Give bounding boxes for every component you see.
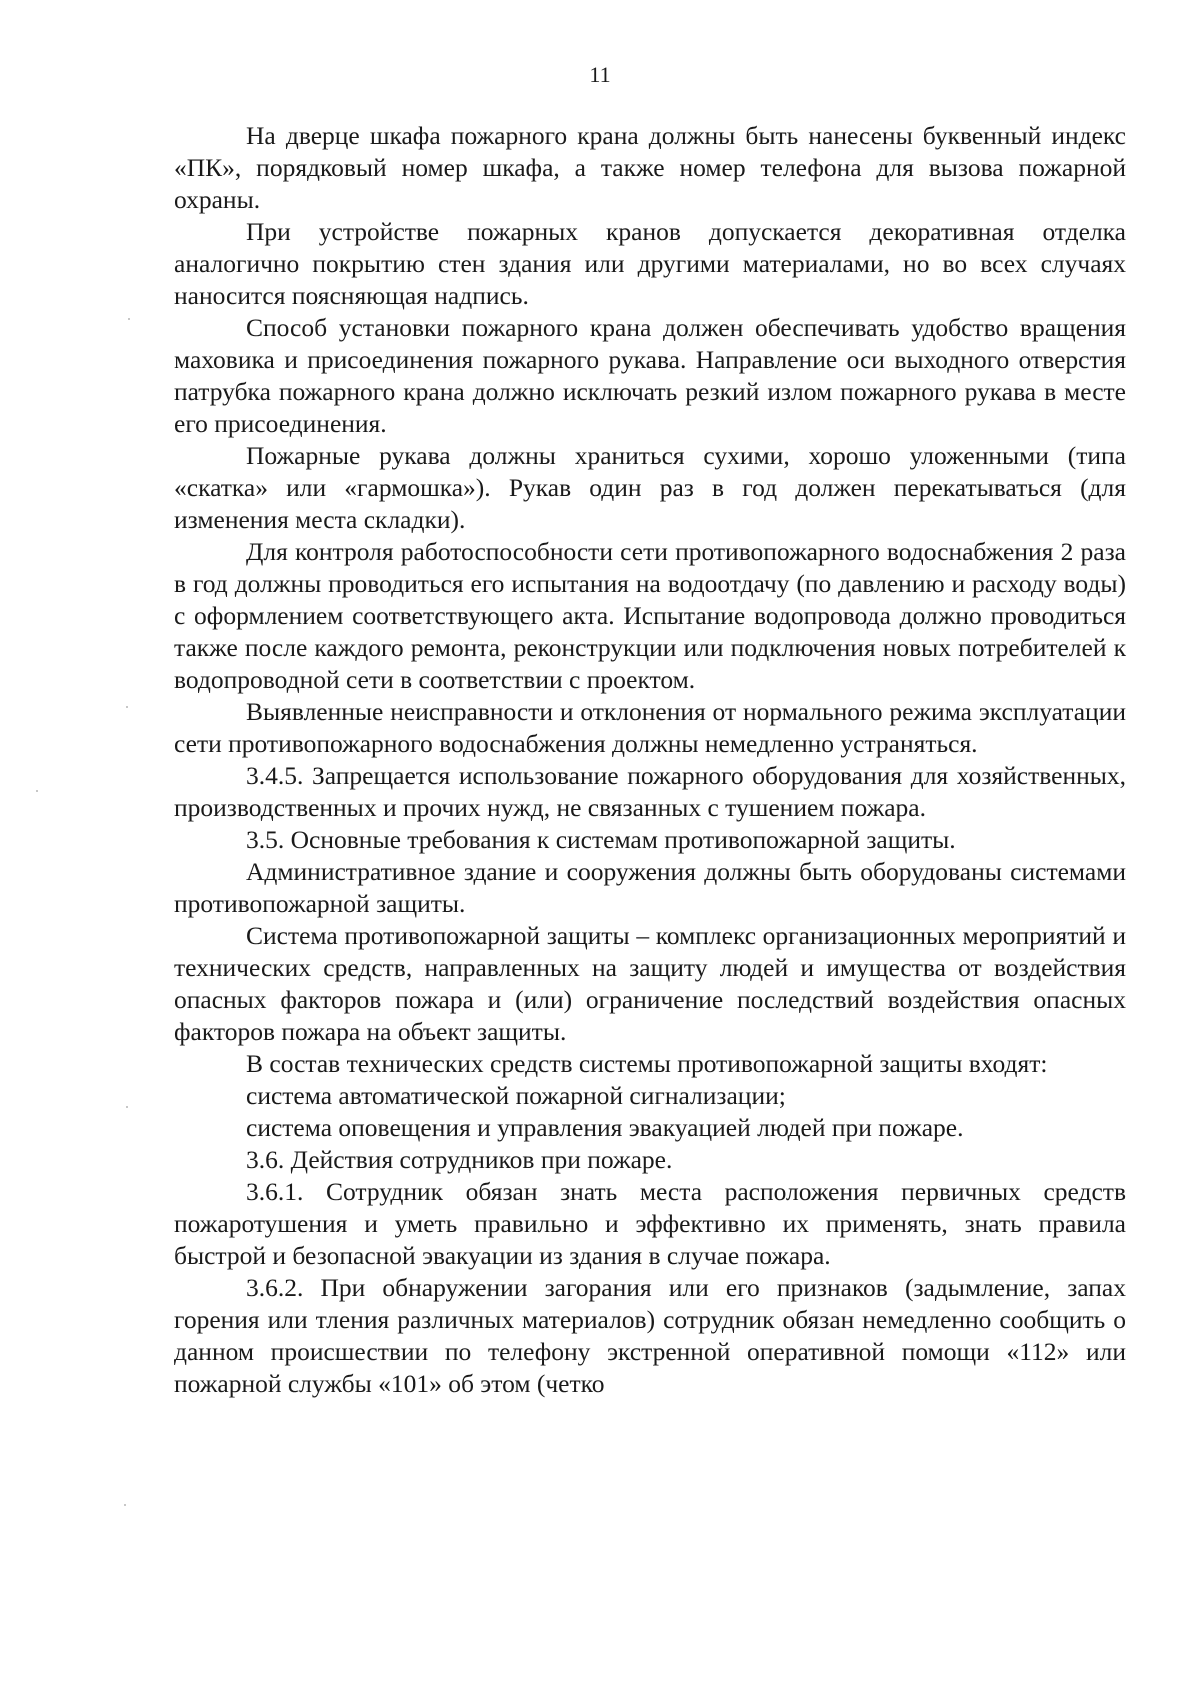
document-body [174, 120, 1126, 1400]
paragraph-technical-means-intro: В состав технических средств системы противопожарной защиты входят: [246, 1049, 1048, 1078]
section-heading-3-6: 3.6. Действия сотрудников при пожаре. [246, 1145, 673, 1174]
scan-speck [124, 1504, 126, 1506]
scan-speck [126, 706, 128, 708]
paragraph-decorative-finish: При устройстве пожарных кранов допускается декоративная отделка аналогично покрытию стен здания или другими материалами, но во всех случаях наносится поясняющая надпись. [174, 217, 1126, 310]
list-item-evacuation-system: система оповещения и управления эвакуацией людей при пожаре. [246, 1113, 964, 1142]
scan-speck [36, 790, 38, 792]
scan-speck [126, 1106, 128, 1108]
section-heading-3-5: 3.5. Основные требования к системам противопожарной защиты. [246, 825, 956, 854]
paragraph-hose-storage: Пожарные рукава должны храниться сухими, хорошо уложенными (типа «скатка» или «гармошка»). Рукав один раз в год должен перекатываться (для изменения места складки). [174, 441, 1126, 534]
paragraph-building-equipment: Административное здание и сооружения должны быть оборудованы системами противопожарной защиты. [174, 857, 1126, 918]
list-item-alarm-system: система автоматической пожарной сигнализации; [246, 1081, 786, 1110]
paragraph-fault-elimination: Выявленные неисправности и отклонения от нормального режима эксплуатации сети противопожарного водоснабжения должны немедленно устраняться. [174, 697, 1126, 758]
paragraph-water-supply-testing: Для контроля работоспособности сети противопожарного водоснабжения 2 раза в год должны проводиться его испытания на водоотдачу (по давлению и расходу воды) с оформлением соответствующего акта. Испытание водопровода должно проводиться также после каждого ремонта, реконструкции или подключения новых потребителей к водопроводной сети в соответствии с проектом. [174, 537, 1126, 694]
page-number: 11 [589, 62, 611, 87]
paragraph-valve-installation: Способ установки пожарного крана должен обеспечивать удобство вращения маховика и присоединения пожарного рукава. Направление оси выходного отверстия патрубка пожарного крана должно исключать резкий излом пожарного рукава в месте его присоединения. [174, 313, 1126, 438]
scan-speck [128, 318, 130, 320]
paragraph-3-4-5: 3.4.5. Запрещается использование пожарного оборудования для хозяйственных, производственных и прочих нужд, не связанных с тушением пожара. [174, 761, 1126, 822]
paragraph-3-6-1: 3.6.1. Сотрудник обязан знать места расположения первичных средств пожаротушения и уметь правильно и эффективно их применять, знать правила быстрой и безопасной эвакуации из здания в случае пожара. [174, 1177, 1126, 1270]
paragraph-3-6-2: 3.6.2. При обнаружении загорания или его признаков (задымление, запах горения или тления различных материалов) сотрудник обязан немедленно сообщить о данном происшествии по телефону экстренной оперативной помощи «112» или пожарной службы «101» об этом (четко [174, 1273, 1126, 1398]
paragraph-cabinet-door-marking: На дверце шкафа пожарного крана должны быть нанесены буквенный индекс «ПК», порядковый номер шкафа, а также номер телефона для вызова пожарной охраны. [174, 121, 1126, 214]
paragraph-fire-protection-definition: Система противопожарной защиты – комплекс организационных мероприятий и технических средств, направленных на защиту людей и имущества от воздействия опасных факторов пожара и (или) ограничение последствий воздействия опасных факторов пожара на объект защиты. [174, 921, 1126, 1046]
